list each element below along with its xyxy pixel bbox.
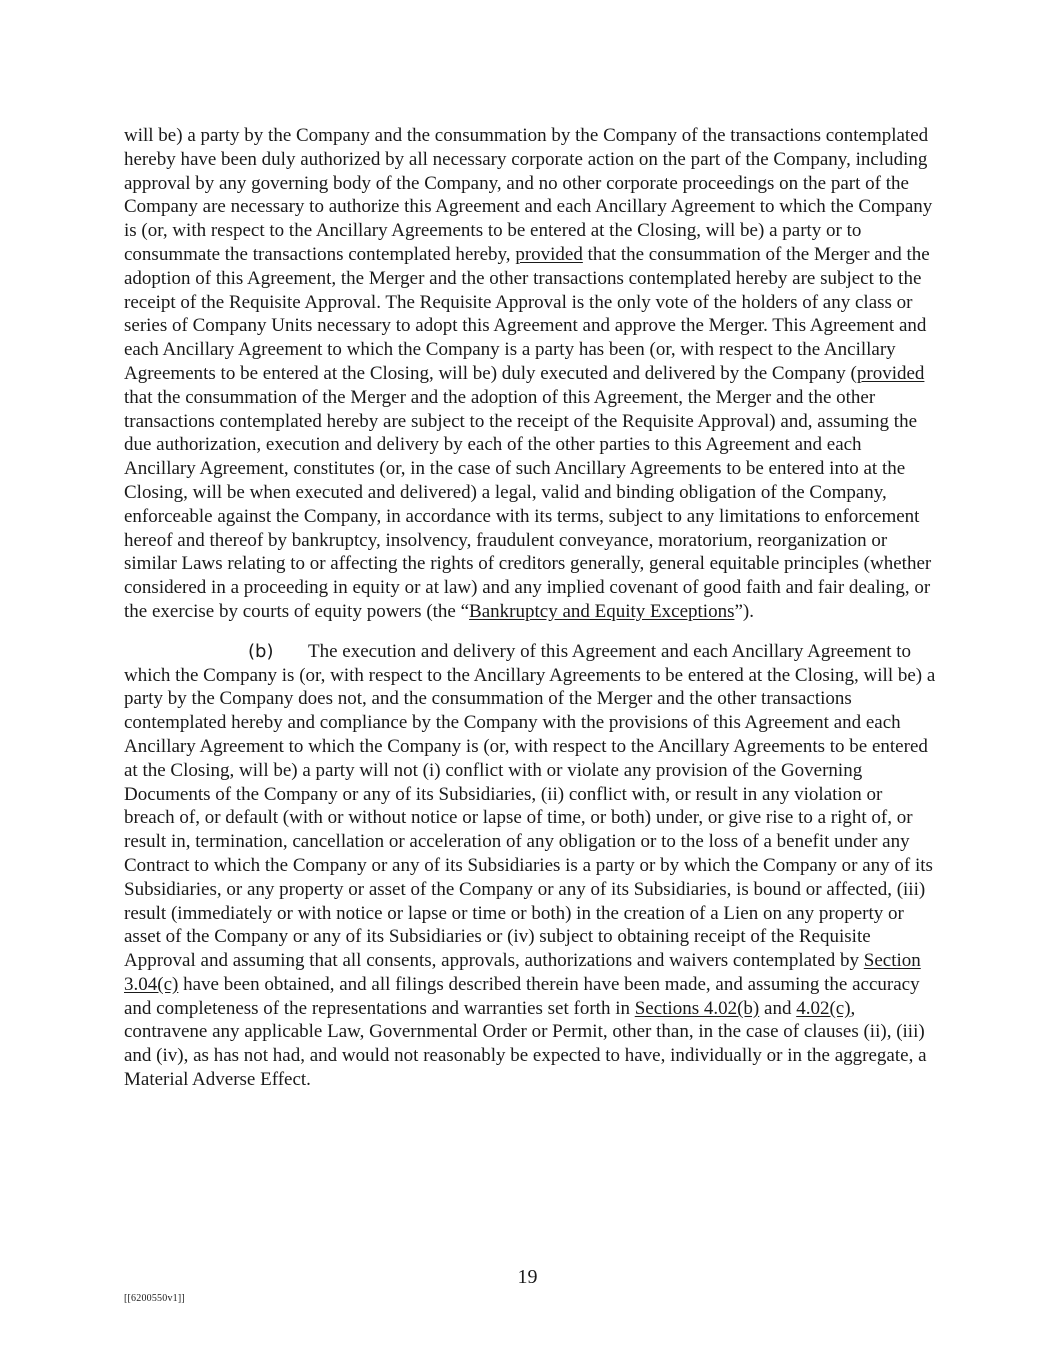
defined-term-bankruptcy-exceptions: Bankruptcy and Equity Exceptions bbox=[469, 600, 735, 622]
paragraph-b-label: (b) bbox=[248, 640, 274, 662]
document-body bbox=[124, 124, 936, 1092]
paragraph-b-text-2: have been obtained, and all filings described therein have been made, and assuming the accuracy and completeness of the representations and warranties set forth in bbox=[124, 973, 920, 1019]
paragraph-a-text-4: ”). bbox=[734, 600, 754, 622]
cross-reference-sections-4-02b: Sections 4.02(b) bbox=[634, 997, 760, 1019]
provided-term-2: provided bbox=[856, 362, 925, 384]
cross-reference-section-3-04c: Section 3.04(c) bbox=[124, 950, 921, 995]
paragraph-a-text-2: that the consummation of the Merger and the adoption of this Agreement, the Merger and the other transactions contemplated hereby are subject to the receipt of the Requisite Approval. The Requisite Approval is the only vote of the holders of any class or series of Company Units necessary to adopt this Agreement and approve the Merger. This Agreement and each Ancillary Agreement to which the Company is a party has been (or, with respect to the Ancillary Agreements to be entered at the Closing, will be) duly executed and delivered by the Company ( bbox=[124, 243, 930, 384]
document-id: [[6200550v1]] bbox=[124, 1293, 185, 1304]
paragraph-b-text-3: and bbox=[759, 997, 797, 1019]
paragraph-b-text-1: The execution and delivery of this Agreement and each Ancillary Agreement to which the Company is (or, with respect to the Ancillary Agreements to be entered at the Closing, will be) a party by the Company does not, and the consummation of the Merger and the other transactions contemplated hereby and compliance by the Company with the provisions of this Agreement and each Ancillary Agreement to which the Company is (or, with respect to the Ancillary Agreements to be entered at the Closing, will be) a party will not (i) conflict with or violate any provision of the Governing Documents of the Company or any of its Subsidiaries, (ii) conflict with, or result in any violation or breach of, or default (with or without notice or lapse of time, or both) under, or give rise to a right of, or result in, termination, cancellation or acceleration of any obligation or to the loss of a benefit under any Contract to which the Company or any of its Subsidiaries is a party or by which the Company or any of its Subsidiaries, or any property or asset of the Company or any of its Subsidiaries, is bound or affected, (iii) result (immediately or with notice or lapse or time or both) in the creation of a Lien on any property or asset of the Company or any of its Subsidiaries or (iv) subject to obtaining receipt of the Requisite Approval and assuming that all consents, approvals, authorizations and waivers contemplated by bbox=[124, 640, 936, 972]
cross-reference-4-02c: 4.02(c) bbox=[796, 997, 851, 1019]
provided-term-1: provided bbox=[515, 243, 583, 265]
paragraph-a bbox=[124, 124, 936, 624]
paragraph-a-text-1: will be) a party by the Company and the consummation by the Company of the transactions contemplated hereby have been duly authorized by all necessary corporate action on the part of the Company, including approval by any governing body of the Company, and no other corporate proceedings on the part of the Company are necessary to authorize this Agreement and each Ancillary Agreement to which the Company is (or, with respect to the Ancillary Agreements to be entered at the Closing, will be) a party or to consummate the transactions contemplated hereby, bbox=[124, 125, 933, 265]
page-number: 19 bbox=[517, 1266, 538, 1288]
paragraph-a-text-3: that the consummation of the Merger and the adoption of this Agreement, the Merger and the other transactions contemplated hereby are subject to the receipt of the Requisite Approval) and, assuming the due authorization, execution and delivery by each of the other parties to this Agreement and each Ancillary Agreement, constitutes (or, in the case of such Ancillary Agreements to be entered into at the Closing, will be when executed and delivered) a legal, valid and binding obligation of the Company, enforceable against the Company, in accordance with its terms, subject to any limitations to enforcement hereof and thereof by bankruptcy, insolvency, fraudulent conveyance, moratorium, reorganization or similar Laws relating to or affecting the rights of creditors generally, general equitable principles (whether considered in a proceeding in equity or at law) and any implied covenant of good faith and fair dealing, or the exercise by courts of equity powers (the “ bbox=[124, 386, 932, 622]
paragraph-b-text-4: , contravene any applicable Law, Governmental Order or Permit, other than, in the case of clauses (ii), (iii) and (iv), as has not had, and would not reasonably be expected to have, individually or in the aggregate, a Material Adverse Effect. bbox=[124, 997, 927, 1091]
paragraph-b bbox=[124, 640, 936, 1092]
